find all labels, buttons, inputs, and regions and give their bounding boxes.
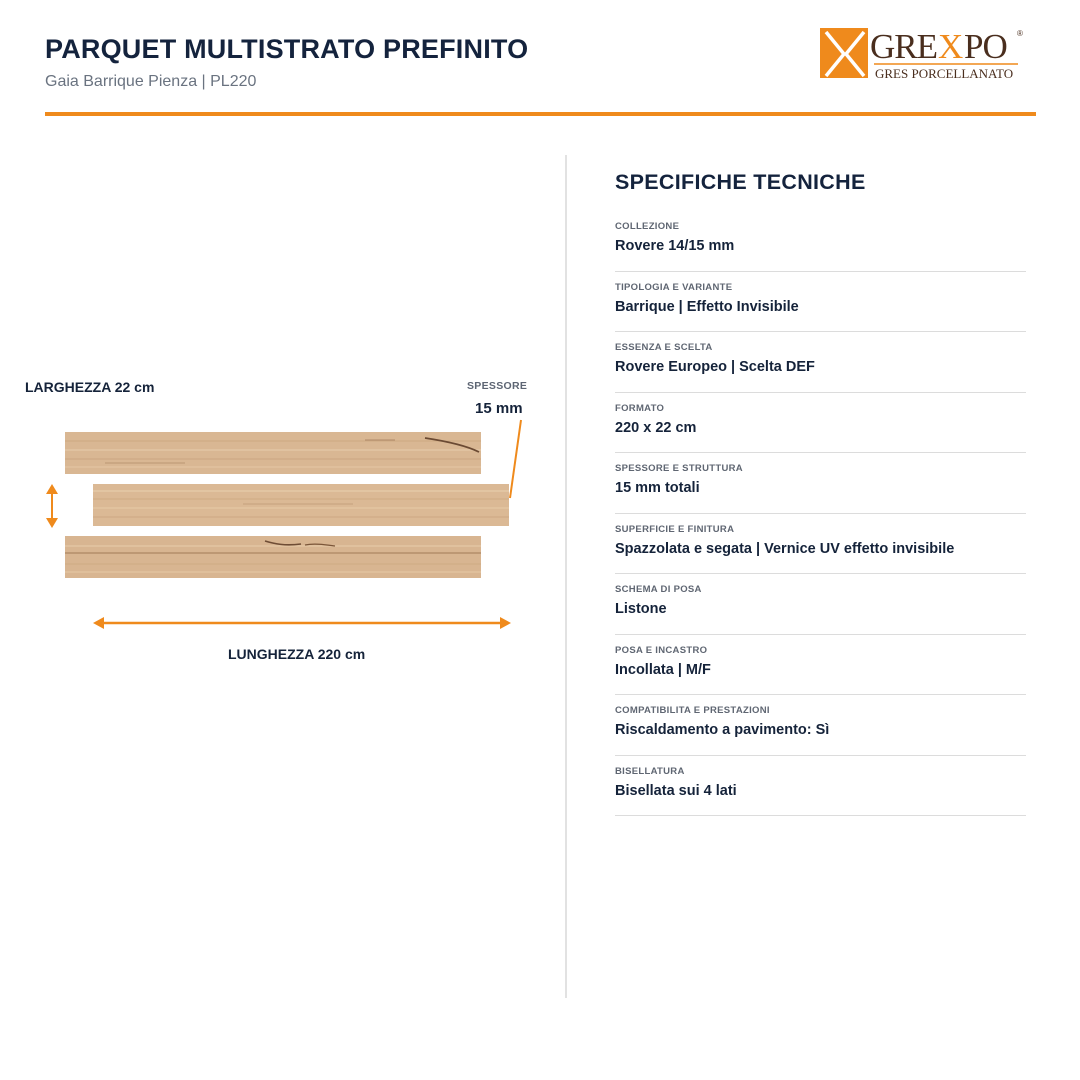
spec-row <box>615 574 1026 635</box>
thickness-leader-line <box>505 418 525 500</box>
page-title: PARQUET MULTISTRATO PREFINITO <box>45 34 529 64</box>
product-subtitle: Gaia Barrique Pienza | PL220 <box>45 73 257 90</box>
spec-row <box>615 332 1026 393</box>
svg-text:X: X <box>938 27 964 66</box>
spec-value: Rovere 14/15 mm <box>615 238 735 254</box>
svg-text:GRE: GRE <box>870 27 937 66</box>
grexpo-logo <box>818 24 1030 84</box>
spec-label: COLLEZIONE <box>615 221 680 232</box>
spec-value: 220 x 22 cm <box>615 419 697 436</box>
length-arrow-icon <box>91 615 513 631</box>
spec-row <box>615 393 1026 454</box>
thickness-value: 15 mm <box>475 400 523 417</box>
spec-value: Barrique | Effetto Invisibile <box>615 298 799 315</box>
spec-label: SUPERFICIE E FINITURA <box>615 523 735 535</box>
thickness-label: SPESSORE <box>467 380 528 392</box>
width-label: LARGHEZZA 22 cm <box>25 379 155 395</box>
spec-label: TIPOLOGIA E VARIANTE <box>615 281 733 293</box>
spec-row <box>615 211 1026 272</box>
spec-value: Riscaldamento a pavimento: Sì <box>615 722 830 738</box>
svg-text:PO: PO <box>964 27 1007 66</box>
svg-text:®: ® <box>1017 29 1023 38</box>
wood-plank <box>65 536 481 578</box>
spec-row <box>615 453 1026 514</box>
spec-value: Incollata | M/F <box>615 661 711 678</box>
spec-label: COMPATIBILITA E PRESTAZIONI <box>615 705 770 716</box>
spec-label: SCHEMA DI POSA <box>615 584 702 595</box>
spec-label: FORMATO <box>615 402 665 414</box>
spec-row <box>615 635 1026 696</box>
spec-label: POSA E INCASTRO <box>615 644 708 656</box>
spec-row <box>615 514 1026 575</box>
header-accent-line <box>45 112 1036 116</box>
spec-value: 15 mm totali <box>615 480 700 496</box>
spec-label: SPESSORE E STRUTTURA <box>615 463 743 474</box>
specs-list <box>615 211 1026 816</box>
wood-plank <box>93 484 509 526</box>
spec-label: BISELLATURA <box>615 765 685 777</box>
length-label: LUNGHEZZA 220 cm <box>228 646 366 662</box>
spec-row <box>615 695 1026 756</box>
spec-value: Rovere Europeo | Scelta DEF <box>615 359 815 375</box>
wood-plank <box>65 432 481 474</box>
spec-value: Spazzolata e segata | Vernice UV effetto invisibile <box>615 540 955 557</box>
width-arrow-icon <box>44 482 60 530</box>
specs-title: SPECIFICHE TECNICHE <box>615 170 866 194</box>
spec-value: Listone <box>615 601 667 617</box>
svg-text:GRES PORCELLANATO: GRES PORCELLANATO <box>875 66 1014 81</box>
spec-label: ESSENZA E SCELTA <box>615 342 713 353</box>
spec-row <box>615 272 1026 333</box>
spec-row <box>615 756 1026 817</box>
column-divider <box>565 155 567 998</box>
spec-value: Bisellata sui 4 lati <box>615 782 737 799</box>
